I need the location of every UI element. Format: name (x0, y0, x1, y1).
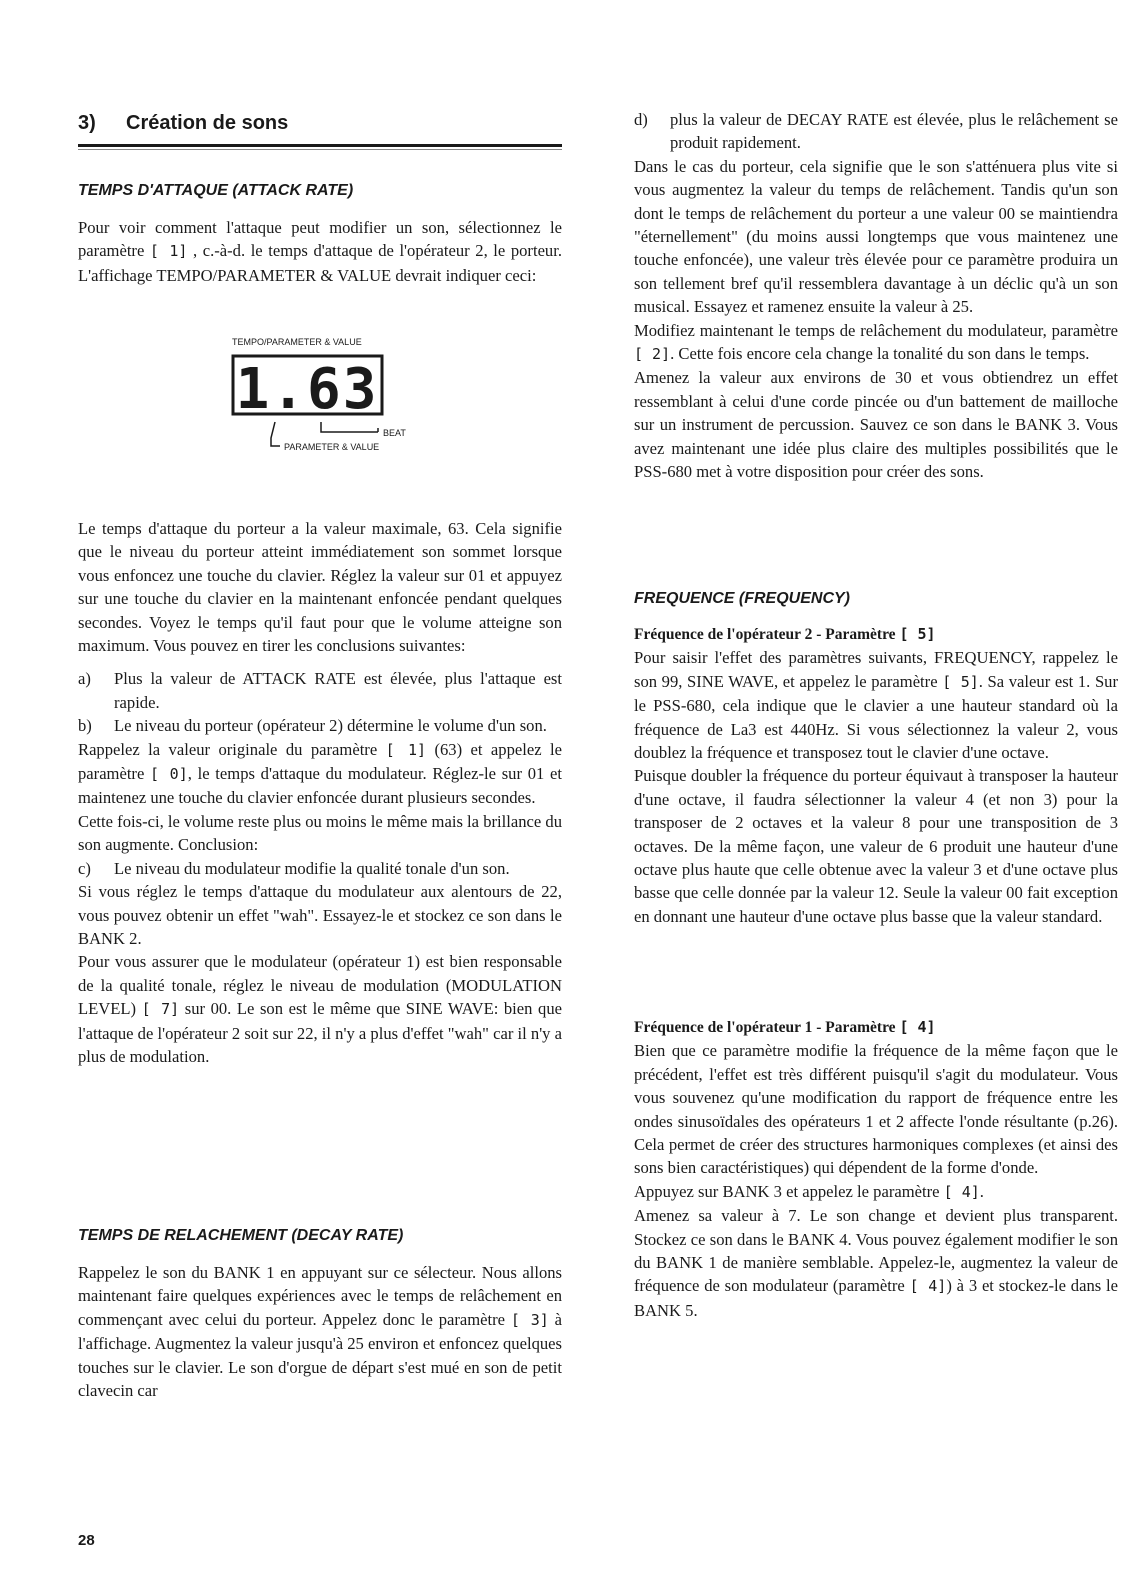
attack-rate-heading: TEMPS D'ATTAQUE (ATTACK RATE) (78, 182, 354, 199)
text-run: . Sa valeur est 1. Sur le PSS-680, cela indique que le clavier a une hauteur standard où la fréquence de La3 est 440Hz. Si vous sélectionnez la valeur 2, vous doublez la fréquence et transposez tout le clavier d'une octave. (634, 671, 1118, 763)
decay-paragraph (78, 1261, 562, 1402)
press-bank-paragraph (634, 1180, 1118, 1204)
list-item-a (78, 667, 562, 714)
param-code: [ 1] (385, 740, 427, 759)
double-frequency-paragraph: Puisque doubler la fréquence du porteur équivaut à transposer la hauteur d'une octave, il faudra sélectionner la valeur 4 (et non 3) pour la transposer de 2 octaves et la valeur 8 pour une transposition de 3 octaves. De la même façon, une valeur de 6 produit une hauteur d'une octave plus haute que celle obtenue avec la valeur 3 et d'une octave plus basse que celle donnée par la valeur 12. Seule la valeur 00 fait exception en donnant une hauteur d'une octave plus basse que la valeur standard. (634, 766, 1118, 926)
frequency-heading: FREQUENCE (FREQUENCY) (634, 590, 851, 607)
frequency-heading-block (634, 588, 1118, 610)
text-run: Appuyez sur BANK 3 et appelez le paramètre (634, 1181, 944, 1201)
param-code: [ 4] (943, 1182, 980, 1201)
param-code: [ 5] (899, 625, 936, 643)
text-run: Fréquence de l'opérateur 1 - Paramètre (634, 1019, 900, 1036)
list-item-b (78, 714, 562, 737)
operator-1-paragraph: Bien que ce paramètre modifie la fréquence de la même façon que le précédent, l'effet est très différent puisqu'il s'agit du modulateur. Vous vous souvenez qu'une modification du rapport de fréquence entre les ondes sinusoïdales des opérateurs 1 et 2 affecte l'onde résultante (p.26). Cela permet de créer des structures harmoniques complexes (et ainsi des sons bien caractéristiques) qui dépendent de la forme d'onde. (634, 1041, 1118, 1178)
param-value-label: PARAMETER & VALUE (284, 442, 380, 452)
recall-paragraph (78, 738, 562, 810)
list-text: plus la valeur de DECAY RATE est élevée, plus le relâchement se produit rapidement. (670, 110, 1118, 153)
operator-1-heading (634, 1016, 1118, 1039)
list-marker: c) (78, 858, 91, 878)
decay-heading-block (78, 1225, 562, 1247)
param-code: [ 5] (942, 672, 979, 691)
param-code: [ 3] (510, 1310, 549, 1329)
text-run: Modifiez maintenant le temps de relâchement du modulateur, paramètre (634, 320, 1118, 340)
text-run: Rappelez la valeur originale du paramètre (78, 739, 386, 759)
list-marker: d) (634, 110, 648, 129)
beat-leader-line (321, 422, 378, 432)
list-item-d (634, 108, 1118, 155)
text-run: Fréquence de l'opérateur 2 - Paramètre (634, 626, 900, 643)
param-leader-line (271, 422, 280, 446)
modify-paragraph (634, 319, 1118, 367)
section-title (78, 110, 288, 136)
text-run: . Cette fois encore cela change la tonalité du son dans le temps. (670, 344, 1090, 364)
text-run: sur 00. Le son est le même que SINE WAVE: bien que l'attaque de l'opérateur 2 soit sur 22, il n'y a plus d'effet "wah" car il n'y a plus de modulation. (78, 999, 562, 1066)
final-paragraph (634, 1204, 1118, 1322)
display-digits: 1.63 (235, 357, 379, 422)
list-text: Plus la valeur de ATTACK RATE est élevée, plus l'attaque est rapide. (114, 669, 562, 712)
param-code: [ 2] (634, 345, 671, 364)
list-marker: b) (78, 716, 92, 736)
operator-2-paragraph (634, 646, 1118, 764)
operator-1-block (634, 1016, 1118, 1322)
section-title-text: Création de sons (126, 112, 289, 134)
this-time-paragraph: Cette fois-ci, le volume reste plus ou moins le même mais la brillance du son augmente. Conclusion: (78, 811, 562, 855)
attack-intro-paragraph (78, 216, 562, 287)
beat-label: BEAT (383, 428, 406, 438)
text-run: . (979, 1181, 984, 1201)
tempo-display-figure (78, 334, 562, 464)
wah-paragraph: Si vous réglez le temps d'attaque du modulateur aux alentours de 22, vous pouvez obtenir un effet "wah". Essayez-le et stockez ce son dans le BANK 2. (78, 882, 562, 948)
text-run: Amenez sa valeur à 7. Le son change et devient plus transparent. Stockez ce son dans le BANK 4. Vous pouvez également modifier le son du BANK 1 de manière semblable. Appelez-le, augmentez la valeur de fréquence de son modulateur (paramètre (634, 1206, 1118, 1296)
text-run: à l'affichage. Augmentez la valeur jusqu'à 25 environ et enfoncez quelques touches sur le clavier. Le son d'orgue de départ s'est mué en son de petit clavecin car (78, 1309, 563, 1401)
section-rule-thin (78, 149, 562, 150)
text-run: Pour saisir l'effet des paramètres suivants, FREQUENCY, rappelez le son 99, SINE WAVE, et appelez le paramètre (634, 648, 1118, 691)
display-top-label: TEMPO/PARAMETER & VALUE (232, 337, 362, 347)
decay-body-block (78, 1261, 562, 1402)
param-code: [ 4] (909, 1277, 947, 1296)
section-number: 3) (78, 112, 96, 134)
bring-paragraph: Amenez la valeur aux environs de 30 et vous obtiendrez un effet ressemblant à celui d'une corde pincée ou d'un battement de mailloche sur un instrument de percussion. Sauvez ce son dans le BANK 3. Vous avez maintenant une idée plus claire des multiples possibilités que le PSS-680 met à votre disposition pour créer des sons. (634, 368, 1118, 482)
param-code: [ 1] (149, 242, 188, 261)
operator-2-heading (634, 623, 1118, 646)
param-code: [ 7] (141, 1000, 180, 1019)
text-run: , c.-à-d. le temps d'attaque de l'opérateur 2, le porteur. L'affichage TEMPO/PARAMETER & VALUE devrait indiquer ceci: (78, 241, 562, 285)
text-run: Pour voir comment l'attaque peut modifier un son, sélectionnez le paramètre (78, 218, 562, 261)
section-rule (78, 144, 562, 147)
attack-paragraph-1: Le temps d'attaque du porteur a la valeur maximale, 63. Cela signifie que le niveau du porteur atteint immédiatement son sommet lorsque vous enfoncez une touche du clavier. Réglez la valeur sur 01 et appuyez sur une touche du clavier en la maintenant enfoncée pendant quelques secondes. Voyez le temps qu'il faut pour que le volume atteigne son maximum. Vous pouvez en tirer les conclusions suivantes: (78, 519, 562, 656)
list-marker: a) (78, 669, 91, 689)
frequency-body-block (634, 623, 1118, 928)
attack-heading-block (78, 180, 562, 202)
list-text: Le niveau du porteur (opérateur 2) détermine le volume d'un son. (114, 716, 547, 736)
carrier-paragraph: Dans le cas du porteur, cela signifie que le son s'atténuera plus vite si vous augmentez la valeur du temps de relâchement. Tandis qu'un son dont le temps de relâchement du porteur a une valeur 00 se maintiendra "éternellement" (du moins aussi longtemps que vous maintenez une touche enfoncée), une valeur très élevée pour ce paramètre produira un son tellement bref qu'il ressemblera davantage à un déclic qu'à un son musical. Essayez et ramenez ensuite la valeur à 25. (634, 156, 1118, 317)
param-code: [ 0] (150, 765, 188, 784)
decay-continued-block (634, 108, 1118, 484)
text-run: Rappelez le son du BANK 1 en appuyant sur ce sélecteur. Nous allons maintenant faire quelques expériences avec le temps de relâchement en commençant avec celui du porteur. Appelez donc le paramètre (78, 1263, 562, 1329)
text-run: Pour vous assurer que le modulateur (opérateur 1) est bien responsable de la qualité tonale, réglez le niveau de modulation (MODULATION LEVEL) (78, 952, 562, 1019)
display-diagram (78, 334, 562, 464)
text-run: (63) et appelez le paramètre (78, 739, 562, 784)
text-run: , le temps d'attaque du modulateur. Réglez-le sur 01 et maintenez une touche du clavier enfoncée durant plusieurs secondes. (78, 764, 562, 808)
attack-intro-block (78, 216, 562, 287)
page-number: 28 (78, 1532, 95, 1549)
modulation-paragraph (78, 950, 562, 1068)
list-text: Le niveau du modulateur modifie la qualité tonale d'un son. (114, 858, 510, 878)
text-run: ) à 3 et stockez-le dans le BANK 5. (634, 1276, 1118, 1320)
list-item-c (78, 857, 562, 880)
attack-body-block (78, 517, 562, 1068)
param-code: [ 4] (899, 1018, 936, 1036)
decay-rate-heading: TEMPS DE RELACHEMENT (DECAY RATE) (78, 1227, 404, 1244)
